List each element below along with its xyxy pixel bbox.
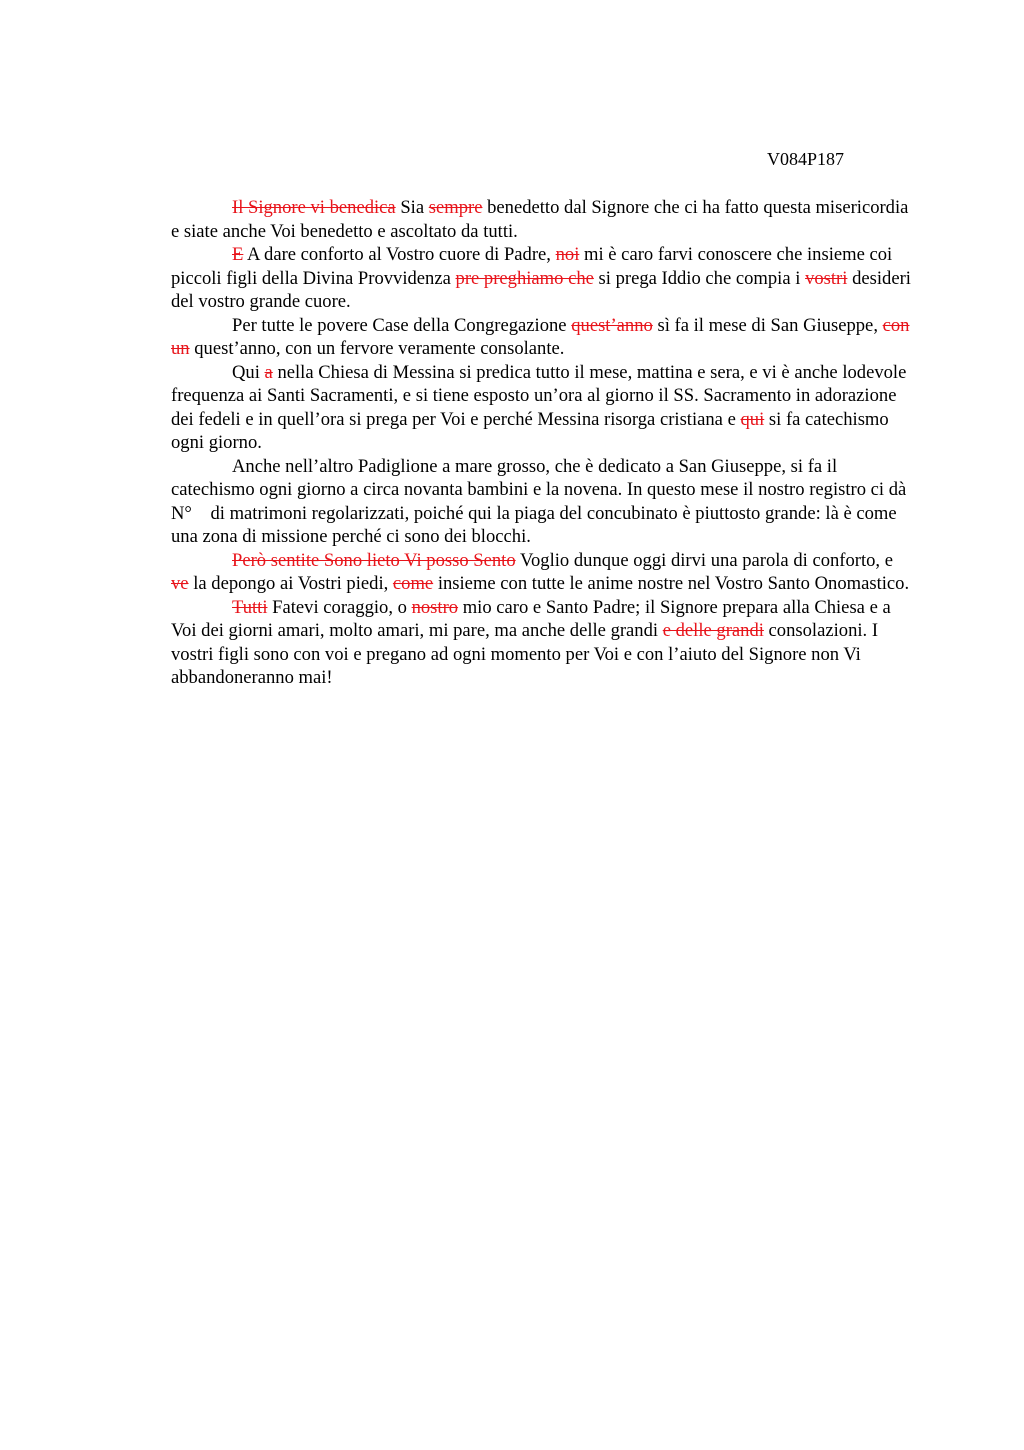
text-segment: nella Chiesa di Messina si predica tutto il mese, mattina e sera, e vi è anche lodevole frequenza ai Santi Sacramenti, e si tiene esposto un’ora al giorno il SS. Sacramento in adorazione dei fedeli e in quell’ora si prega per Voi e perché Messina risorga cristiana e	[171, 361, 907, 430]
deleted-text: Tutti	[232, 596, 268, 618]
deleted-text: sempre	[428, 197, 483, 218]
deleted-text: pre preghiamo che	[455, 267, 594, 289]
deleted-text: noi	[555, 244, 580, 265]
document-body	[171, 196, 911, 690]
paragraph	[171, 196, 911, 243]
text-segment: Voglio dunque oggi dirvi una parola di conforto, e	[515, 549, 893, 571]
text-segment: mi è caro farvi conoscere che insieme coi piccoli figli della Divina Provvidenza	[171, 244, 893, 289]
deleted-text: come	[392, 573, 434, 594]
text-segment: Qui	[232, 361, 265, 383]
paragraph	[171, 361, 911, 455]
deleted-text: quest’anno	[571, 314, 653, 336]
text-segment: quest’anno, con un fervore veramente consolante.	[189, 338, 565, 359]
text-segment: mio caro e Santo Padre; il Signore prepara alla Chiesa e a Voi dei giorni amari, molto amari, mi pare, ma anche delle grandi	[171, 596, 891, 641]
deleted-text: Il Signore vi benedica	[232, 197, 396, 218]
deleted-text: e delle grandi	[662, 620, 764, 641]
deleted-text: E	[232, 244, 244, 265]
text-segment: insieme con tutte le anime nostre nel Vostro Santo Onomastico.	[433, 573, 910, 594]
document-code: V084P187	[766, 149, 844, 169]
deleted-text: nostro	[411, 596, 459, 618]
deleted-text: Però sentite Sono lieto Vi posso Sento	[232, 549, 516, 571]
text-segment: sì fa il mese di San Giuseppe,	[652, 314, 883, 336]
paragraph	[171, 314, 911, 361]
deleted-text: ve	[171, 573, 189, 594]
deleted-text: a	[264, 361, 273, 383]
text-segment: si fa catechismo ogni giorno.	[171, 408, 889, 453]
text-segment: Sia	[395, 197, 429, 218]
text-segment: desideri del vostro grande cuore.	[171, 267, 911, 312]
deleted-text: qui	[740, 408, 765, 430]
paragraph	[171, 596, 911, 690]
deleted-text: vostri	[805, 267, 848, 289]
text-segment: Per tutte le povere Case della Congregazione	[232, 314, 572, 336]
text-segment: consolazioni. I vostri figli sono con voi e pregano ad ogni momento per Voi e con l’aiuto del Signore non Vi abbandoneranno mai!	[171, 620, 879, 688]
deleted-text: con un	[171, 314, 910, 359]
paragraph	[171, 243, 911, 314]
paragraph	[171, 455, 911, 549]
text-segment: Fatevi coraggio, o	[267, 596, 412, 618]
text-segment: A dare conforto al Vostro cuore di Padre,	[243, 244, 556, 265]
paragraph	[171, 549, 911, 596]
text-segment: benedetto dal Signore che ci ha fatto questa misericordia e siate anche Voi benedetto e ascoltato da tutti.	[171, 197, 909, 242]
text-segment: Anche nell’altro Padiglione a mare grosso, che è dedicato a San Giuseppe, si fa il catechismo ogni giorno a circa novanta bambini e la novena. In questo mese il nostro registro ci dà N° di matrimoni regolarizzati, poiché qui la piaga del concubinato è piuttosto grande: là è come una zona di missione perché ci sono dei blocchi.	[171, 455, 911, 547]
text-segment: si prega Iddio che compia i	[593, 267, 806, 289]
text-segment: la depongo ai Vostri piedi,	[188, 573, 393, 594]
